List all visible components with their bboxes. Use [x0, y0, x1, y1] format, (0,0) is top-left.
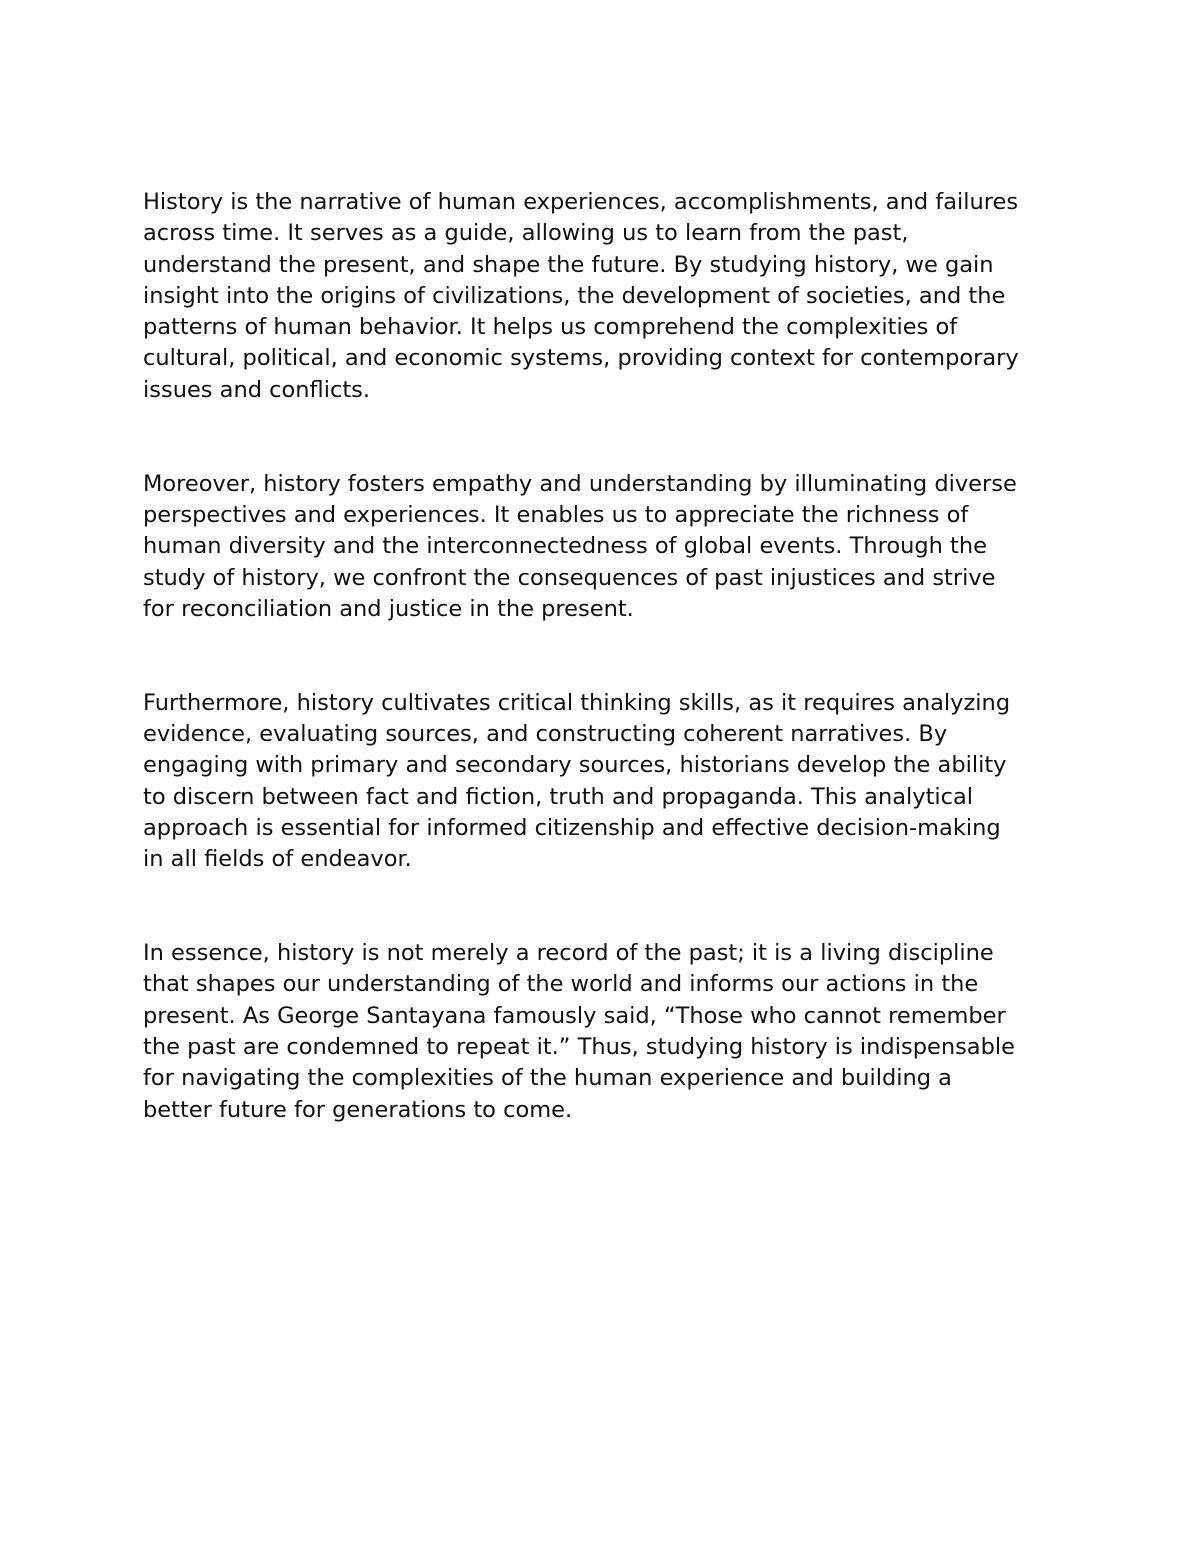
text-line: study of history, we confront the consequences of past injustices and strive: [143, 564, 996, 591]
text-line: the past are condemned to repeat it.” Thus, studying history is indispensable: [143, 1034, 1015, 1061]
text-line: engaging with primary and secondary sources, historians develop the ability: [143, 752, 1007, 779]
paragraph-2: [143, 469, 1073, 625]
paragraph-4: [143, 938, 1073, 1126]
text-line: in all fields of endeavor.: [143, 846, 412, 873]
text-line: human diversity and the interconnectedness of global events. Through the: [143, 533, 987, 560]
text-line: approach is essential for informed citizenship and effective decision-making: [143, 814, 1001, 841]
paragraph-1: [143, 187, 1073, 406]
text-line: that shapes our understanding of the world and informs our actions in the: [143, 971, 979, 998]
text-line: patterns of human behavior. It helps us comprehend the complexities of: [143, 314, 958, 341]
text-line: issues and conflicts.: [143, 376, 371, 403]
text-line: understand the present, and shape the future. By studying history, we gain: [143, 251, 994, 278]
text-line: to discern between fact and fiction, truth and propaganda. This analytical: [143, 783, 974, 810]
text-line: better future for generations to come.: [143, 1096, 573, 1123]
text-line: evidence, evaluating sources, and constructing coherent narratives. By: [143, 721, 948, 748]
paragraph-3: [143, 688, 1073, 876]
text-line: Furthermore, history cultivates critical thinking skills, as it requires analyzing: [143, 689, 1011, 716]
text-line: perspectives and experiences. It enables us to appreciate the richness of: [143, 501, 969, 528]
text-line: across time. It serves as a guide, allowing us to learn from the past,: [143, 220, 909, 247]
text-line: present. As George Santayana famously said, “Those who cannot remember: [143, 1002, 1006, 1029]
document-body: [143, 187, 1073, 1126]
text-line: Moreover, history fosters empathy and understanding by illuminating diverse: [143, 470, 1017, 497]
text-line: for reconciliation and justice in the present.: [143, 595, 634, 622]
text-line: for navigating the complexities of the human experience and building a: [143, 1065, 952, 1092]
text-line: In essence, history is not merely a record of the past; it is a living discipline: [143, 940, 994, 967]
text-line: insight into the origins of civilizations, the development of societies, and the: [143, 282, 1006, 309]
text-line: cultural, political, and economic systems, providing context for contemporary: [143, 345, 1019, 372]
text-line: History is the narrative of human experiences, accomplishments, and failures: [143, 189, 1019, 215]
